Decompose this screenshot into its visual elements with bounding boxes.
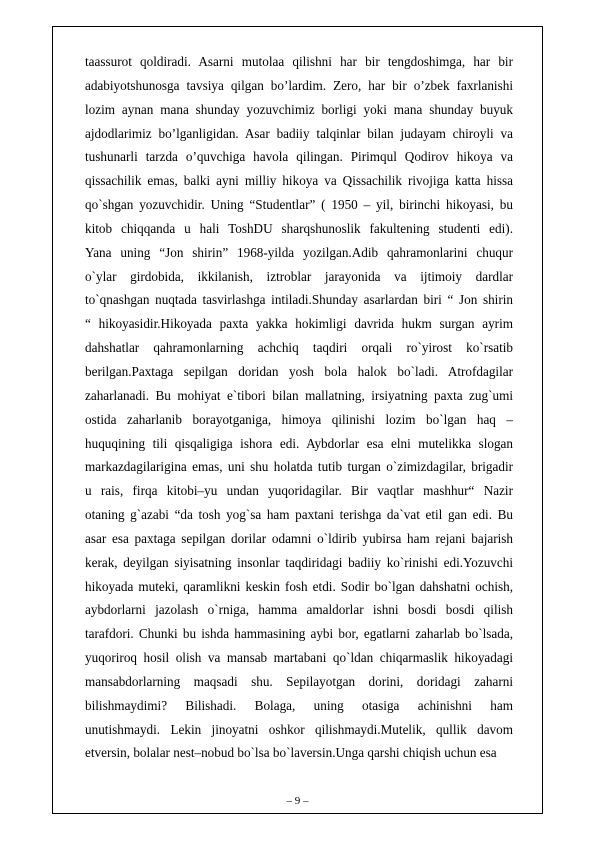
text-line: berilgan.Paxtaga sepilgan doridan yosh bola halok bo`ladi. Atrofdagilar [85,363,513,379]
text-line: kitob chiqqanda u hali ToshDU sharqshunoslik fakultening studenti edi). [85,220,513,236]
text-line: aybdorlarni jazolash o`rniga, hamma amaldorlar ishni bosdi bosdi qilish [85,602,513,618]
text-line: taassurot qoldiradi. Asarni mutolaa qilishni har bir tengdoshimga, har bir [85,54,513,69]
text-line: hikoyada muteki, qaramlikni keskin fosh etdi. Sodir bo`lgan dahshatni ochish, [85,578,513,594]
text-line: huquqining tili qisqaligiga ishora edi. Aybdorlar esa elni mutelikka slogan [85,435,513,451]
text-line: yuqoriroq hosil olish va mansab martabani qo`ldan chiqarmaslik hikoyadagi [85,650,513,666]
text-line: mansabdorlarning maqsadi shu. Sepilayotgan dorini, doridagi zaharni [85,673,513,689]
text-line: ostida zaharlanib borayotganiga, himoya qilinishi lozim bo`lgan haq – [85,411,513,427]
text-line: unutishmaydi. Lekin jinoyatni oshkor qilishmaydi.Mutelik, qullik davom [85,721,513,737]
text-line: zaharlanadi. Bu mohiyat e`tibori bilan mallatning, irsiyatning paxta zug`umi [85,387,513,403]
text-line: to`qnashgan nuqtada tasvirlashga intiladi.Shunday asarlardan biri “ Jon shirin [85,292,513,308]
text-line: asar esa paxtaga sepilgan dorilar odamni o`ldirib yubirsa ham rejani bajarish [85,530,513,546]
text-line: markazdagilarigina emas, uni shu holatda tutib turgan o`zimizdagilar, brigadir [85,459,513,475]
text-line: qo`shgan yozuvchidir. Uning “Studentlar” ( 1950 – yil, birinchi hikoyasi, bu [85,197,513,213]
text-line: Yana uning “Jon shirin” 1968-yilda yozilgan.Adib qahramonlarini chuqur [85,244,513,260]
text-line: qissachilik emas, balki ayni milliy hikoya va Qissachilik rivojiga katta hissa [85,173,513,189]
text-line: o`ylar girdobida, ikkilanish, iztroblar jarayonida va ijtimoiy dardlar [85,268,513,284]
text-line: ajdodlarimiz bo’lganligidan. Asar badiiy talqinlar bilan judayam chiroyli va [85,125,513,141]
text-line: bilishmaydimi? Bilishadi. Bolaga, uning otasiga achinishni ham [85,697,513,713]
text-line: “ hikoyasidir.Hikoyada paxta yakka hokimligi davrida hukm surgan ayrim [85,316,513,332]
page-number: – 9 – [286,795,309,807]
body-paragraph [85,50,513,765]
text-line: otaning g`azabi “da tosh yog`sa ham paxtani terishga da`vat etil gan edi. Bu [85,507,513,523]
text-line: tushunarli tarzda o’quvchiga havola qilingan. Pirimqul Qodirov hikoya va [85,149,513,165]
text-line: tarafdori. Chunki bu ishda hammasining aybi bor, egatlarni zaharlab bo`lsada, [85,626,513,642]
text-line: dahshatlar qahramonlarning achchiq taqdiri orqali ro`yirost ko`rsatib [85,340,513,356]
text-line: u rais, firqa kitobi–yu undan yuqoridagilar. Bir vaqtlar mashhur“ Nazir [85,483,513,499]
text-line: adabiyotshunosga tavsiya qilgan bo’lardim. Zero, har bir o’zbek faxrlanishi [85,77,513,93]
text-line: kerak, deyilgan siyisatning insonlar taqdiridagi badiiy ko`rinishi edi.Yozuvchi [85,554,513,570]
text-line: lozim aynan mana shunday yozuvchimiz borligi yoki mana shunday buyuk [85,101,513,117]
text-line: etversin, bolalar nest–nobud bo`lsa bo`laversin.Unga qarshi chiqish uchun esa [85,745,497,761]
